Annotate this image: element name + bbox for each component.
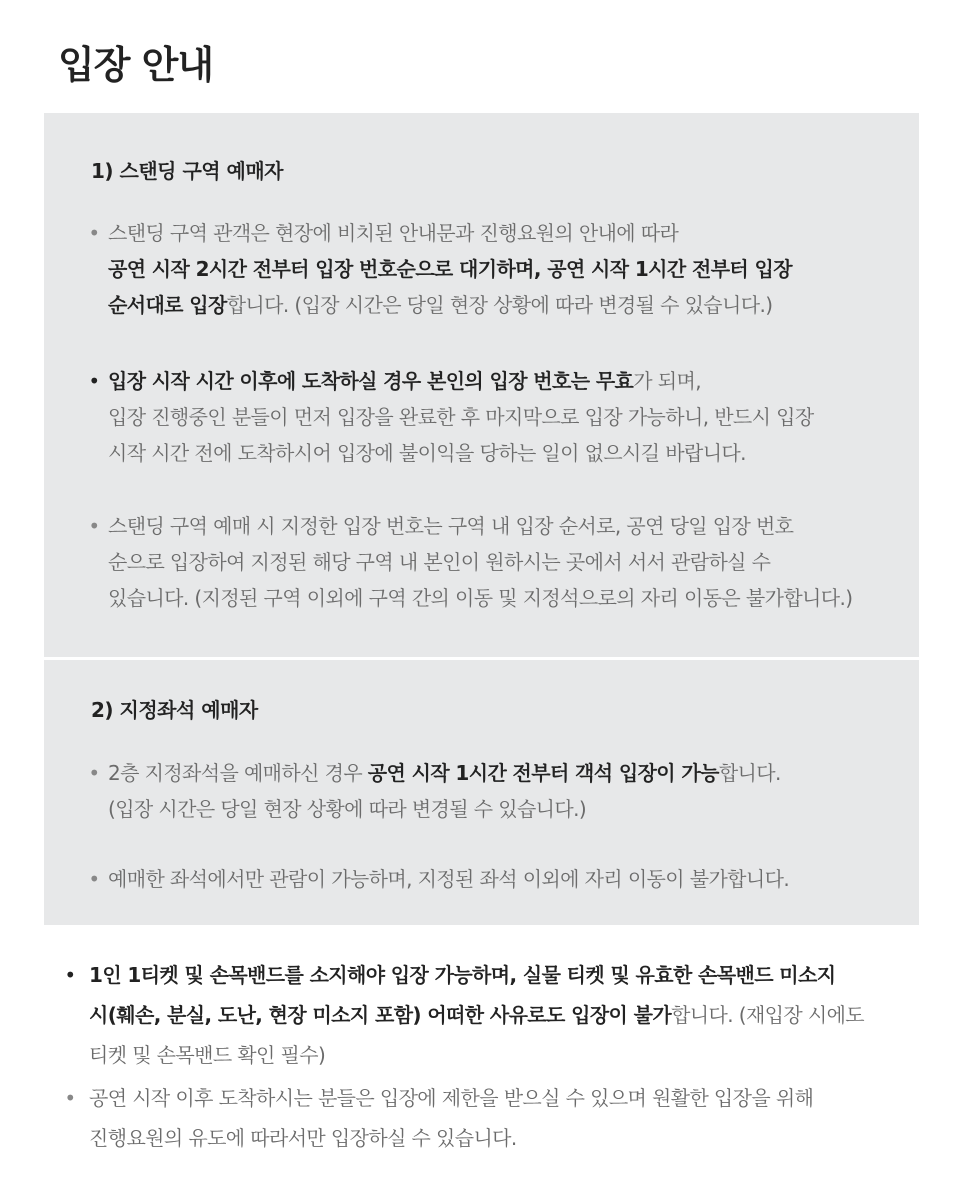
emphasis-text: 1인 1티켓 및 손목밴드를 소지해야 입장 가능하며, 실물 티켓 및 유효한 손목밴드 미소지 bbox=[89, 963, 836, 987]
text-line bbox=[108, 215, 909, 251]
body-text: 가 되며, bbox=[633, 369, 701, 393]
bullet-icon: • bbox=[88, 514, 100, 538]
body-text: 있습니다. (지정된 구역 이외에 구역 간의 이동 및 지정석으로의 자리 이동은 불가합니다.) bbox=[108, 586, 853, 610]
body-text: 합니다. (입장 시간은 당일 현장 상황에 따라 변경될 수 있습니다.) bbox=[226, 293, 773, 317]
text-line bbox=[108, 791, 909, 827]
standing-item-2 bbox=[44, 363, 919, 471]
emphasis-text: 공연 시작 2시간 전부터 입장 번호순으로 대기하며, 공연 시작 1시간 전부터 입장 bbox=[108, 257, 792, 281]
body-text: 티켓 및 손목밴드 확인 필수) bbox=[89, 1043, 326, 1067]
text-line bbox=[89, 995, 914, 1035]
bullet-icon: • bbox=[88, 221, 100, 245]
bullet-icon: • bbox=[64, 963, 76, 987]
body-text: 예매한 좌석에서만 관람이 가능하며, 지정된 좌석 이외에 자리 이동이 불가합니다. bbox=[108, 867, 790, 891]
standing-section-title: 1) 스탠딩 구역 예매자 bbox=[91, 159, 284, 183]
emphasis-text: 시(훼손, 분실, 도난, 현장 미소지 포함) 어떠한 사유로도 입장이 불가 bbox=[89, 1003, 672, 1027]
bullet-icon: • bbox=[88, 867, 100, 891]
standing-item-3 bbox=[44, 508, 919, 616]
text-line bbox=[108, 399, 909, 435]
emphasis-text: 입장 시작 시간 이후에 도착하실 경우 본인의 입장 번호는 무효 bbox=[108, 369, 634, 393]
page-title: 입장 안내 bbox=[58, 43, 214, 87]
list-item-text bbox=[108, 755, 909, 827]
list-item-text bbox=[89, 1078, 914, 1158]
body-text: 진행요원의 유도에 따라서만 입장하실 수 있습니다. bbox=[89, 1126, 517, 1150]
body-text: 입장 진행중인 분들이 먼저 입장을 완료한 후 마지막으로 입장 가능하니, 반드시 입장 bbox=[108, 405, 814, 429]
body-text: 시작 시간 전에 도착하시어 입장에 불이익을 당하는 일이 없으시길 바랍니다. bbox=[108, 441, 746, 465]
text-line bbox=[108, 363, 909, 399]
list-item-text bbox=[108, 861, 909, 897]
body-text: 순으로 입장하여 지정된 해당 구역 내 본인이 원하시는 곳에서 서서 관람하실 수 bbox=[108, 550, 771, 574]
text-line bbox=[108, 861, 909, 897]
list-item-text bbox=[108, 508, 909, 616]
emphasis-text: 순서대로 입장 bbox=[108, 293, 227, 317]
emphasis-text: 공연 시작 1시간 전부터 객석 입장이 가능 bbox=[367, 761, 719, 785]
text-line bbox=[108, 251, 909, 287]
standing-item-1 bbox=[44, 215, 919, 323]
body-text: 합니다. bbox=[718, 761, 781, 785]
reserved-section bbox=[44, 660, 919, 925]
note-item-2 bbox=[24, 1078, 924, 1158]
bullet-icon: • bbox=[88, 761, 100, 785]
text-line bbox=[108, 544, 909, 580]
text-line bbox=[89, 1118, 914, 1158]
note-item-1 bbox=[24, 955, 924, 1075]
body-text: 스탠딩 구역 예매 시 지정한 입장 번호는 구역 내 입장 순서로, 공연 당일 입장 번호 bbox=[108, 514, 794, 538]
list-item-text bbox=[108, 363, 909, 471]
body-text: (입장 시간은 당일 현장 상황에 따라 변경될 수 있습니다.) bbox=[108, 797, 587, 821]
list-item-text bbox=[89, 955, 914, 1075]
text-line bbox=[89, 955, 914, 995]
body-text: 공연 시작 이후 도착하시는 분들은 입장에 제한을 받으실 수 있으며 원활한 입장을 위해 bbox=[89, 1086, 814, 1110]
text-line bbox=[108, 755, 909, 791]
text-line bbox=[108, 287, 909, 323]
text-line bbox=[108, 435, 909, 471]
text-line bbox=[108, 508, 909, 544]
text-line bbox=[89, 1078, 914, 1118]
text-line bbox=[108, 580, 909, 616]
reserved-item-1 bbox=[44, 755, 919, 827]
bullet-icon: • bbox=[64, 1086, 76, 1110]
notes-section bbox=[24, 955, 924, 1175]
body-text: 스탠딩 구역 관객은 현장에 비치된 안내문과 진행요원의 안내에 따라 bbox=[108, 221, 679, 245]
body-text: 합니다. (재입장 시에도 bbox=[671, 1003, 865, 1027]
body-text: 2층 지정좌석을 예매하신 경우 bbox=[108, 761, 368, 785]
bullet-icon: • bbox=[88, 369, 100, 393]
list-item-text bbox=[108, 215, 909, 323]
standing-section bbox=[44, 113, 919, 657]
reserved-section-title: 2) 지정좌석 예매자 bbox=[91, 698, 258, 722]
text-line bbox=[89, 1035, 914, 1075]
reserved-item-2 bbox=[44, 861, 919, 897]
